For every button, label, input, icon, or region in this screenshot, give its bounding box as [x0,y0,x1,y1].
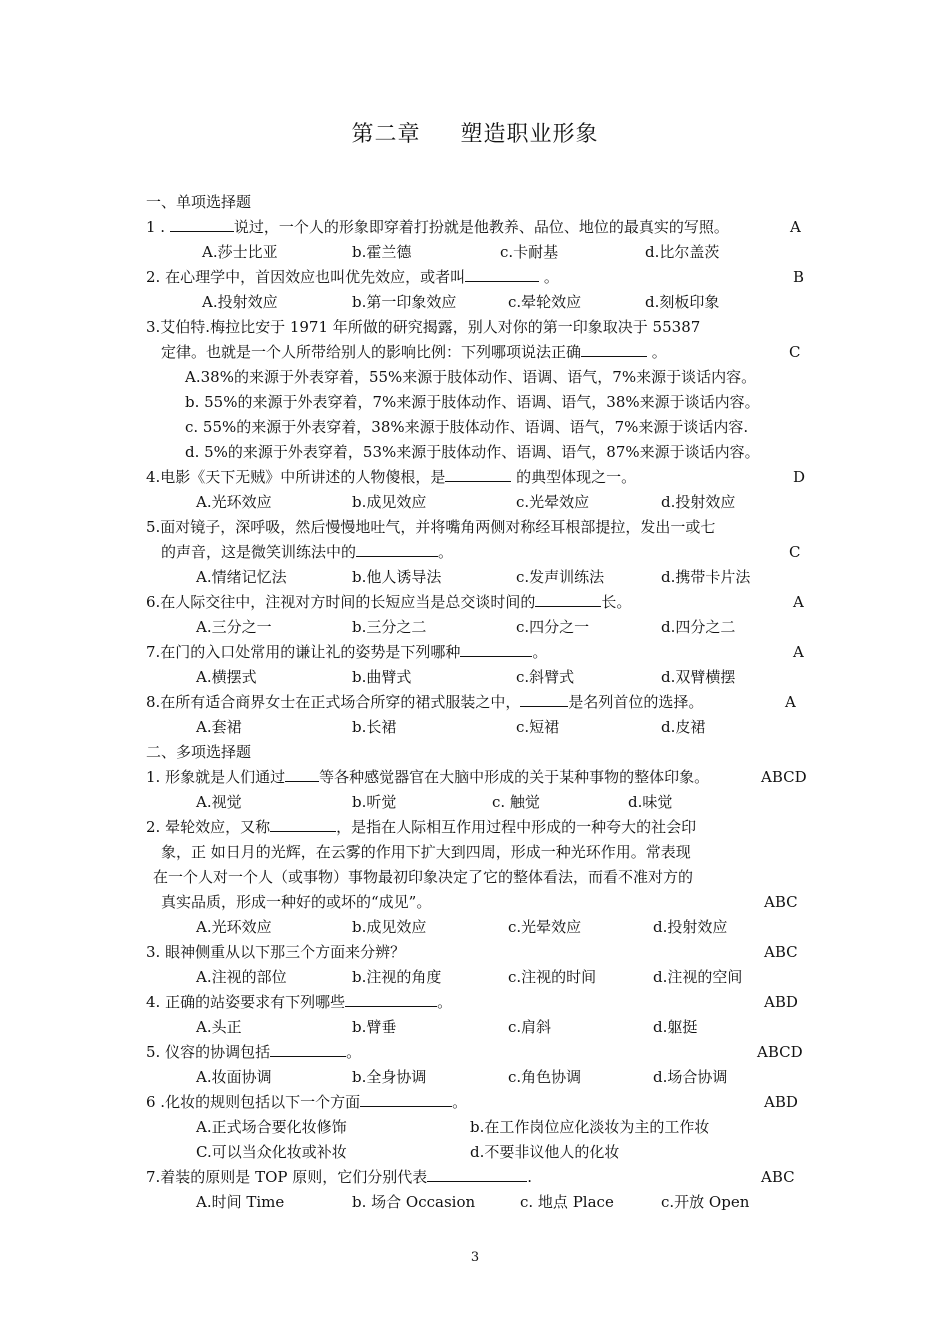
answer-q4: D [793,468,806,486]
option: c.光晕效应 [508,918,582,936]
multi-question-7: 7.着装的原则是 TOP 原则，它们分别代表 . [146,1168,533,1186]
option: b.臂垂 [352,1018,397,1036]
answer-q5: C [789,543,801,561]
option: b.第一印象效应 [352,293,457,311]
multi-question-6: 6 .化妆的规则包括以下一个方面 。 [146,1093,468,1111]
multi-question-2-cont: 真实品质，形成一种好的或坏的“成见”。 [161,893,432,911]
option: b.全身协调 [352,1068,427,1086]
answer-q8: A [785,693,796,711]
option: A.情绪记忆法 [196,568,287,586]
answer-m7: ABC [761,1168,795,1186]
option: d.比尔盖茨 [645,243,720,261]
option: c.肩斜 [508,1018,552,1036]
multi-question-5: 5. 仪容的协调包括 。 [146,1043,362,1061]
multi-question-1: 1. 形象就是人们通过 等各种感觉器官在大脑中形成的关于某种事物的整体印象。 [146,768,710,786]
option: d.场合协调 [653,1068,728,1086]
option: A.莎士比亚 [202,243,278,261]
answer-q2: B [793,268,805,286]
option: c. 55%的来源于外表穿着，38%来源于肢体动作、语调、语气，7%来源于谈话内容. [185,418,749,436]
option: b.他人诱导法 [352,568,442,586]
option: b.听觉 [352,793,397,811]
option: c.注视的时间 [508,968,597,986]
multi-question-2-cont: 象，正 如日月的光辉，在云雾的作用下扩大到四周，形成一种光环作用。常表现 [161,843,691,861]
question-5: 5.面对镜子，深呼吸，然后慢慢地吐气，并将嘴角两侧对称经耳根部提拉，发出一或七 [146,518,716,536]
question-3-cont: 定律。也就是一个人所带给别人的影响比例：下列哪项说法正确 。 [161,343,667,361]
question-1: 1 . 说过，一个人的形象即穿着打扮就是他教养、品位、地位的最真实的写照。 [146,218,729,236]
answer-m6: ABD [764,1093,798,1111]
option: A.套裙 [196,718,242,736]
option: d.投射效应 [661,493,736,511]
option: b. 55%的来源于外表穿着，7%来源于肢体动作、语调、语气，38%来源于谈话内容。 [185,393,760,411]
option: c.角色协调 [508,1068,582,1086]
option: A.投射效应 [202,293,278,311]
option: d.刻板印象 [645,293,720,311]
option: A.光环效应 [196,918,272,936]
option: d.皮裙 [661,718,706,736]
option: c.四分之一 [516,618,590,636]
multi-question-2-cont: 在一个人对一个人（或事物）事物最初印象决定了它的整体看法，而看不准对方的 [153,868,694,886]
option: b. 场合 Occasion [352,1193,476,1211]
option: A.妆面协调 [196,1068,272,1086]
answer-q6: A [793,593,804,611]
option: b.霍兰德 [352,243,412,261]
multi-question-4: 4. 正确的站姿要求有下列哪些 。 [146,993,453,1011]
question-2: 2. 在心理学中，首因效应也叫优先效应，或者叫 。 [146,268,559,286]
question-3: 3.艾伯特.梅拉比安于 1971 年所做的研究揭露，别人对你的第一印象取决于 55387 [146,318,701,336]
option: b.在工作岗位应化淡妆为主的工作妆 [470,1118,710,1136]
option: A.38%的来源于外表穿着，55%来源于肢体动作、语调、语气，7%来源于谈话内容。 [185,368,757,386]
answer-m4: ABD [764,993,798,1011]
option: b.曲臂式 [352,668,412,686]
option: A.视觉 [196,793,242,811]
answer-q3: C [789,343,801,361]
option: c.光晕效应 [516,493,590,511]
answer-m2: ABC [764,893,798,911]
option: d.注视的空间 [653,968,743,986]
option: c.晕轮效应 [508,293,582,311]
multi-question-3: 3. 眼神侧重从以下那三个方面来分辨？ [146,943,406,961]
multi-question-2: 2. 晕轮效应，又称 ，是指在人际相互作用过程中形成的一种夸大的社会印 [146,818,697,836]
page-number: 3 [470,1250,480,1265]
option: c.短裙 [516,718,560,736]
section-single-choice: 一、单项选择题 [146,193,252,211]
option: A.横摆式 [196,668,257,686]
option: b.注视的角度 [352,968,442,986]
option: d.四分之二 [661,618,736,636]
option: b.成见效应 [352,493,427,511]
section-multiple-choice: 二、多项选择题 [146,743,252,761]
option: c.发声训练法 [516,568,605,586]
option: b.长裙 [352,718,397,736]
page-title: 第二章 塑造职业形象 [351,122,599,147]
option: b.成见效应 [352,918,427,936]
option: A.正式场合要化妆修饰 [196,1118,347,1136]
option: A.光环效应 [196,493,272,511]
option: d.双臂横摆 [661,668,736,686]
option: A.头正 [196,1018,242,1036]
answer-q7: A [793,643,804,661]
option: d.携带卡片法 [661,568,751,586]
option: c.开放 Open [661,1193,750,1211]
option: c. 地点 Place [520,1193,614,1211]
question-8: 8.在所有适合商界女士在正式场合所穿的裙式服装之中， 是名列首位的选择。 [146,693,704,711]
option: A.注视的部位 [196,968,287,986]
answer-m1: ABCD [761,768,807,786]
answer-q1: A [790,218,801,236]
option: b.三分之二 [352,618,427,636]
option: d.躯挺 [653,1018,698,1036]
option: A.三分之一 [196,618,272,636]
option: d.不要非议他人的化妆 [470,1143,620,1161]
question-5-cont: 的声音，这是微笑训练法中的 。 [161,543,454,561]
answer-m3: ABC [764,943,798,961]
option: c.卡耐基 [500,243,559,261]
option: c.斜臂式 [516,668,575,686]
question-7: 7.在门的入口处常用的谦让礼的姿势是下列哪种 。 [146,643,548,661]
answer-m5: ABCD [757,1043,803,1061]
option: c. 触觉 [492,793,540,811]
option: C.可以当众化妆或补妆 [196,1143,347,1161]
question-4: 4.电影《天下无贼》中所讲述的人物傻根，是 的典型体现之一。 [146,468,637,486]
option: d.味觉 [628,793,673,811]
question-6: 6.在人际交往中，注视对方时间的长短应当是总交谈时间的 长。 [146,593,632,611]
option: A.时间 Time [196,1193,285,1211]
option: d. 5%的来源于外表穿着，53%来源于肢体动作、语调、语气，87%来源于谈话内容。 [185,443,760,461]
option: d.投射效应 [653,918,728,936]
